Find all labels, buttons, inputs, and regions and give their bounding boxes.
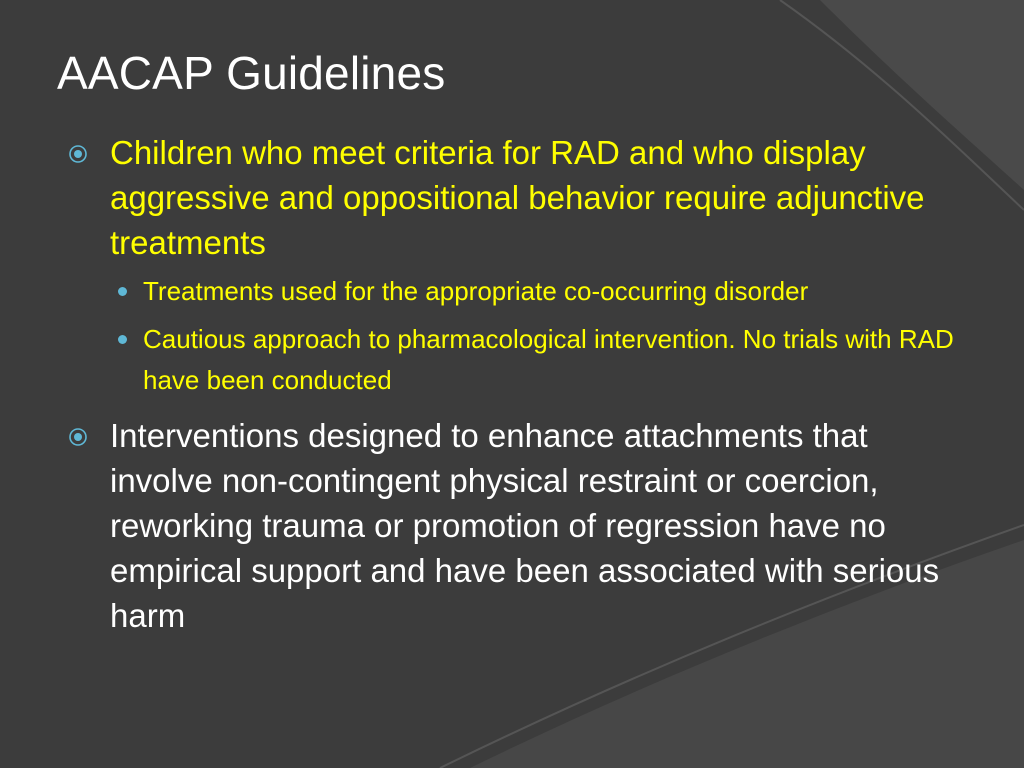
sub-bullet-text: Treatments used for the appropriate co-occurring disorder [143, 276, 809, 306]
sub-bullet-text: Cautious approach to pharmacological intervention. No trials with RAD have been conducted [143, 324, 954, 395]
bullet-text: Interventions designed to enhance attachments that involve non-contingent physical restraint or coercion, reworking trauma or promotion of regression have no empirical support and have been associated with serious harm [110, 417, 940, 634]
dot-bullet-icon [118, 287, 127, 296]
sub-bullet-item [110, 319, 960, 401]
bullet-text: Children who meet criteria for RAD and who display aggressive and oppositional behavior require adjunctive treatments [110, 134, 925, 261]
bullet-item [60, 413, 960, 638]
bullet-list [60, 130, 960, 650]
target-circle-bullet-icon [68, 144, 88, 164]
bullet-item [60, 130, 960, 401]
dot-bullet-icon [118, 335, 127, 344]
slide-title: AACAP Guidelines [57, 47, 446, 99]
sub-bullet-list [110, 271, 960, 401]
target-circle-bullet-icon [68, 427, 88, 447]
sub-bullet-item [110, 271, 960, 312]
